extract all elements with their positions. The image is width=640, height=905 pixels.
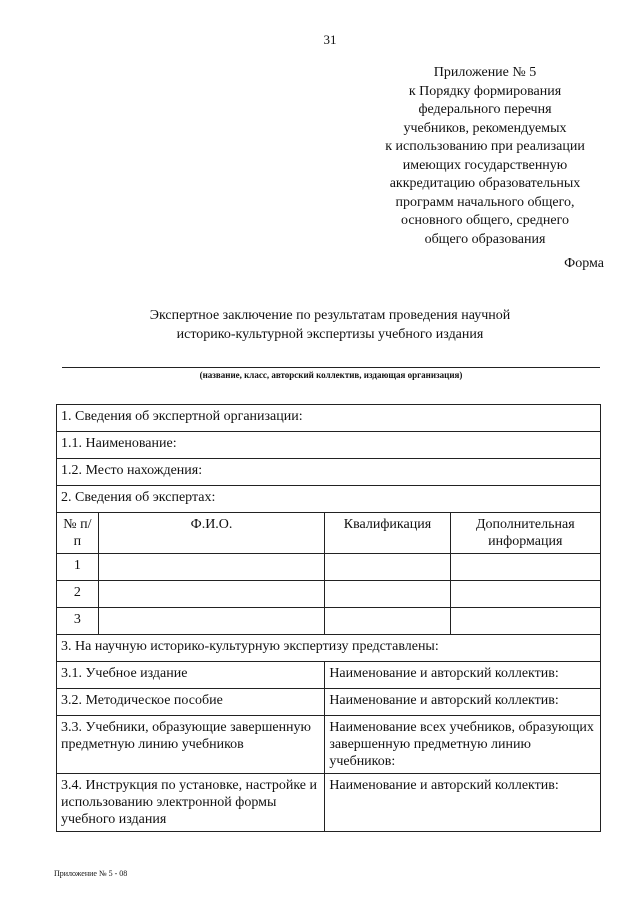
expert-qualification-cell[interactable]	[325, 554, 450, 581]
fill-in-line[interactable]	[62, 367, 600, 368]
appendix-line: имеющих государственную	[402, 157, 568, 173]
submission-type-label: 3.4. Инструкция по установке, настройке и использованию электронной формы учебного издания	[57, 774, 325, 832]
submission-details-field[interactable]: Наименование и авторский коллектив:	[325, 774, 601, 832]
page-footer: Приложение № 5 - 08	[54, 869, 128, 878]
expert-fio-cell[interactable]	[98, 581, 325, 608]
col-header-qualification: Квалификация	[325, 513, 450, 554]
appendix-line: учебников, рекомендуемых	[403, 120, 567, 136]
submission-details-field[interactable]: Наименование и авторский коллектив:	[325, 689, 601, 716]
appendix-line: Приложение № 5	[433, 65, 537, 80]
section-3-heading: 3. На научную историко-культурную экспертизу представлены:	[57, 635, 601, 662]
appendix-line: к использованию при реализации	[385, 139, 585, 154]
expert-qualification-cell[interactable]	[325, 608, 450, 635]
appendix-line: общего образования	[424, 231, 546, 247]
document-title	[90, 306, 570, 344]
col-header-number: № п/п	[57, 513, 99, 554]
expert-fio-cell[interactable]	[98, 554, 325, 581]
appendix-line: программ начального общего,	[395, 194, 575, 210]
appendix-line: федерального перечня	[418, 102, 552, 117]
submission-type-label: 3.2. Методическое пособие	[57, 689, 325, 716]
section-1-heading: 1. Сведения об экспертной организации:	[57, 405, 601, 432]
organization-name-field[interactable]: 1.1. Наименование:	[57, 432, 601, 459]
appendix-line: аккредитацию образовательных	[389, 176, 581, 191]
submission-type-label: 3.3. Учебники, образующие завершенную предметную линию учебников	[57, 716, 325, 774]
submission-type-label: 3.1. Учебное издание	[57, 662, 325, 689]
form-label: Форма	[564, 256, 604, 271]
organization-location-field[interactable]: 1.2. Место нахождения:	[57, 459, 601, 486]
submission-details-field[interactable]: Наименование всех учебников, образующих завершенную предметную линию учебников:	[325, 716, 601, 774]
expert-row-number: 2	[57, 581, 99, 608]
appendix-line: основного общего, среднего	[400, 213, 570, 228]
submission-details-field[interactable]: Наименование и авторский коллектив:	[325, 662, 601, 689]
appendix-header	[360, 64, 610, 249]
expert-qualification-cell[interactable]	[325, 581, 450, 608]
expert-row-number: 3	[57, 608, 99, 635]
expert-form-table	[56, 404, 601, 832]
section-2-heading: 2. Сведения об экспертах:	[57, 486, 601, 513]
title-line-2: историко-культурной экспертизы учебного издания	[176, 327, 484, 342]
title-line-1: Экспертное заключение по результатам проведения научной	[149, 308, 511, 323]
col-header-fio: Ф.И.О.	[98, 513, 325, 554]
expert-row-number: 1	[57, 554, 99, 581]
appendix-line: к Порядку формирования	[408, 83, 562, 99]
expert-fio-cell[interactable]	[98, 608, 325, 635]
col-header-extra-info: Дополнительная информация	[450, 513, 600, 554]
page-number: 31	[323, 32, 337, 47]
expert-extra-cell[interactable]	[450, 581, 600, 608]
fill-in-caption: (название, класс, авторский коллектив, издающая организация)	[199, 370, 463, 380]
expert-extra-cell[interactable]	[450, 608, 600, 635]
expert-extra-cell[interactable]	[450, 554, 600, 581]
